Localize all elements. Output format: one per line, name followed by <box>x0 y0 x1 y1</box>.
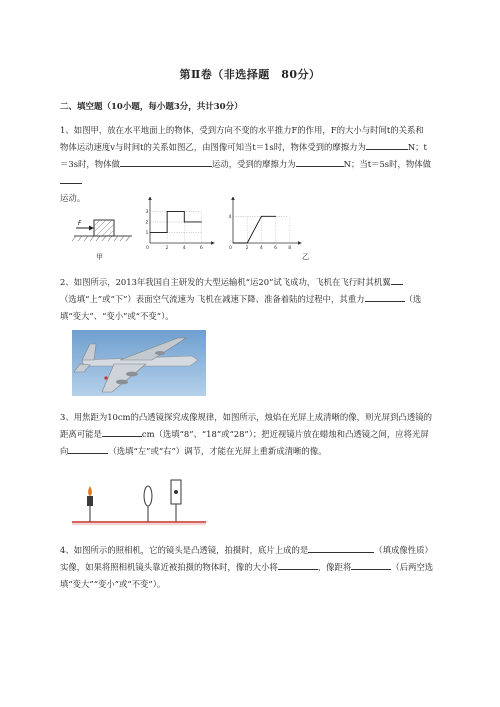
chart-v-t <box>225 197 303 253</box>
q1-line3: ＝3s时，物体做 运动，受到的摩擦力为 N；当t＝5s时，物体做 <box>60 156 442 190</box>
data-point <box>261 216 262 217</box>
force-arrow-head <box>89 226 94 231</box>
data-point <box>201 222 202 223</box>
ground-hatch <box>72 236 130 241</box>
x-tick-label: 2 <box>165 246 169 251</box>
candle <box>87 486 93 522</box>
q1-blank3[interactable] <box>296 156 344 167</box>
y-axis-arrow <box>231 197 235 200</box>
x-tick-label: 0 <box>229 246 232 251</box>
q2-blank2[interactable] <box>365 291 405 302</box>
x-tick-label: 6 <box>199 246 203 251</box>
data-point <box>167 211 168 212</box>
q4-line1: 4、如图所示的照相机，它的镜头是凸透镜，拍摄时，底片上成的是 （填成像性质） <box>60 542 442 559</box>
y-axis-arrow <box>148 197 152 200</box>
x-axis-arrow <box>211 241 215 245</box>
q3-line2: 距离可能是 cm（选填“8”、“18”或“28”）；把近视镜片放在蜡烛和凸透镜之间，应将光屏 <box>60 426 442 443</box>
y-tick-label: 3 <box>145 210 149 216</box>
q4-line3: 填“变大”“变小”或“不变”）。 <box>60 579 166 589</box>
data-point <box>184 222 185 223</box>
optical-bench <box>70 474 210 529</box>
data-point <box>150 232 151 233</box>
q1-blank1[interactable] <box>366 139 408 150</box>
x-tick-label: 8 <box>288 246 292 251</box>
q4-blank1[interactable] <box>308 542 374 553</box>
q2-line3: 填“变大”、“变小”或“不变”）。 <box>60 311 174 321</box>
caption-yi: 乙 <box>302 253 309 261</box>
q2-line2: （选填“上”或“下”）表面空气流速为 飞机在减速下降、准备着陆的过程中，其重力 （选 <box>60 291 442 308</box>
data-point <box>233 243 234 244</box>
airplane-photo <box>72 330 206 396</box>
convex-lens <box>144 486 152 522</box>
y-tick-label: 1 <box>145 231 149 237</box>
x-axis-arrow <box>298 241 302 245</box>
q1-line1: 1、如图甲，放在水平地面上的物体，受到方向不变的水平推力F的作用，F的大小与时间t的关系和 <box>60 125 424 135</box>
data-point <box>247 243 248 244</box>
data-point <box>275 216 276 217</box>
q3-line1: 3、用焦距为10cm的凸透镜探究成像规律，如图所示，烛焰在光屏上成清晰的像，则光屏到凸透镜的 <box>60 412 432 422</box>
section-heading: 二、填空题（10小题，每小题3分，共计30分） <box>60 102 243 112</box>
y-tick-label: 2 <box>145 220 149 226</box>
question-3 <box>60 409 442 460</box>
page-title: 第Ⅱ卷（非选择题 80分） <box>179 68 321 81</box>
q3-blank2[interactable] <box>68 443 108 454</box>
block-hatch <box>94 220 114 236</box>
q1-line4: 运动。 <box>60 193 86 203</box>
question-2 <box>60 274 442 325</box>
chart-f-t <box>142 197 217 253</box>
y-tick-label: 4 <box>228 214 232 220</box>
x-tick-label: 4 <box>182 246 186 251</box>
question-4 <box>60 542 442 593</box>
q3-blank1[interactable] <box>102 426 142 437</box>
engine-2 <box>116 380 128 385</box>
q1-blank4[interactable] <box>60 173 82 184</box>
roundel <box>104 376 107 379</box>
light-screen <box>171 480 181 522</box>
q4-blank3[interactable] <box>351 559 391 570</box>
q3-line3: 向 （选填“左”或“右”）调节，才能在光屏上重新成清晰的像。 <box>60 443 442 460</box>
data-point <box>184 211 185 212</box>
question-1 <box>60 122 442 207</box>
q1-line2: 物体运动速度v与时间t的关系如图乙，由图像可知当t＝1s时，物体受到的摩擦力为 N；t <box>60 139 442 156</box>
x-tick-label: 4 <box>259 246 263 251</box>
figure-jia <box>70 200 140 245</box>
engine-3 <box>155 351 165 355</box>
x-tick-label: 2 <box>245 246 249 251</box>
q2-blank1[interactable] <box>391 274 403 285</box>
caption-jia: 甲 <box>96 253 103 261</box>
q4-line2: 实像，如果将照相机镜头靠近被拍摄的物体时，像的大小将 ，像距将 （后两空选 <box>60 559 442 576</box>
q2-line1: 2、如图所示，2013年我国自主研发的大型运输机“运20”试飞成功，飞机在飞行时其机翼 <box>60 274 442 291</box>
q4-blank2[interactable] <box>278 559 318 570</box>
series-line <box>233 216 276 243</box>
x-tick-label: 6 <box>274 246 278 251</box>
data-point <box>167 232 168 233</box>
engine-1 <box>126 372 138 377</box>
q1-blank2[interactable] <box>120 156 212 167</box>
x-tick-label: 0 <box>146 246 149 251</box>
force-label: F <box>78 220 82 227</box>
